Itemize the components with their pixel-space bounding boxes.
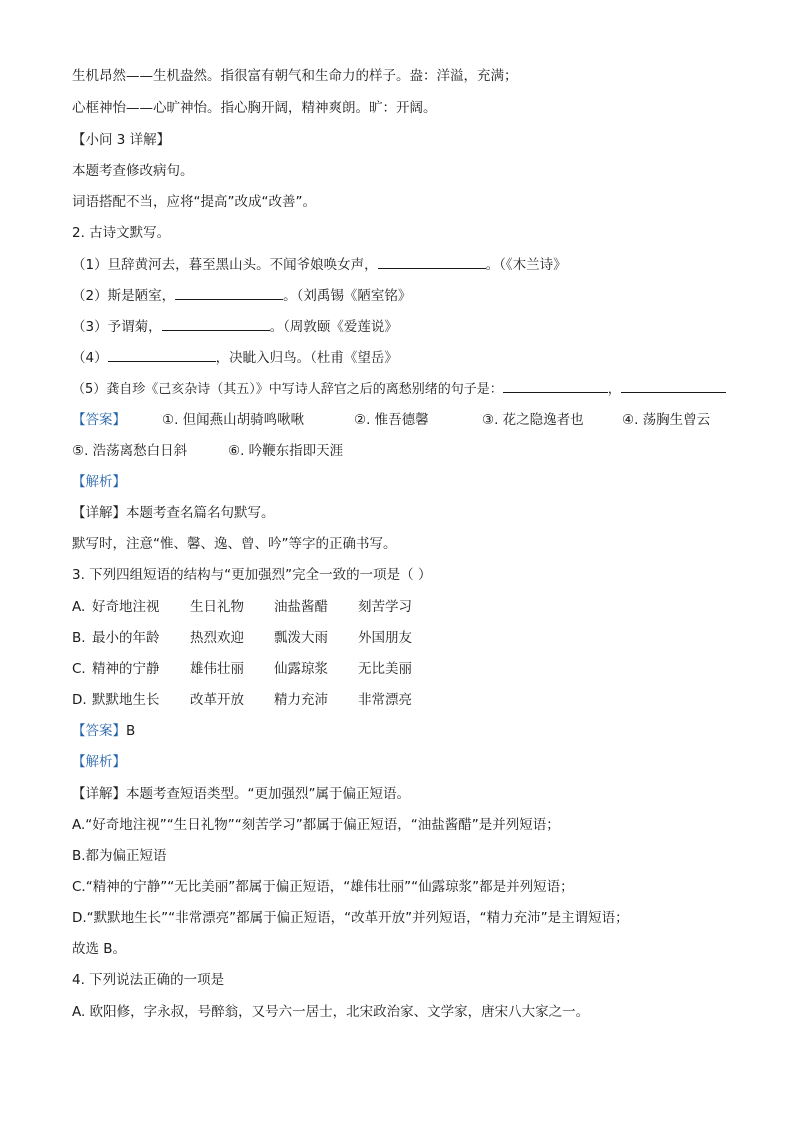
- question-title: 2. 古诗文默写。: [72, 225, 171, 241]
- answer-line: ⑤. 浩荡离愁白日斜 ⑥. 吟鞭东指即天涯: [72, 443, 344, 459]
- answer-blank: [108, 347, 216, 362]
- text-line: A. 欧阳修，字永叔，号醉翁，又号六一居士，北宋政治家、文学家，唐宋八大家之一。: [72, 1004, 590, 1020]
- fill-item: （3）予谓菊， 。（周敦颐《爱莲说》: [72, 316, 398, 337]
- option-row: D. 默默地生长 改革开放 精力充沛 非常漂亮: [72, 692, 412, 708]
- text-line: 生机昂然——生机盎然。指很富有朝气和生命力的样子。盎：洋溢，充满；: [72, 68, 518, 84]
- answer-blank: [175, 285, 283, 300]
- text-line: D.“默默地生长”“非常漂亮”都属于偏正短语，“改革开放”并列短语，“精力充沛”是主谓短语；: [72, 910, 629, 926]
- text-line: A.“好奇地注视”“生日礼物”“刻苦学习”都属于偏正短语，“油盐酱醋”是并列短语；: [72, 817, 560, 833]
- text-line: 心框神怡——心旷神怡。指心胸开阔，精神爽朗。旷：开阔。: [72, 100, 437, 116]
- answer-line: 【答案】B: [72, 723, 136, 739]
- answer-blank: [503, 378, 608, 393]
- answer-line: 【答案】 ①. 但闻燕山胡骑鸣啾啾 ②. 惟吾德馨 ③. 花之隐逸者也 ④. 荡胸生曾云: [72, 412, 711, 428]
- answer-blank: [162, 316, 270, 331]
- text-line: B.都为偏正短语: [72, 848, 167, 864]
- detail-line: 【详解】本题考查名篇名句默写。: [72, 505, 275, 521]
- fill-item: （5）龚自珍《己亥杂诗（其五）》中写诗人辞官之后的离愁别绪的句子是： ，: [72, 378, 726, 400]
- section-tag: 【小问 3 详解】: [72, 132, 171, 148]
- question-title: 3. 下列四组短语的结构与“更加强烈”完全一致的一项是（ ）: [72, 567, 432, 583]
- text-line: 词语搭配不当，应将“提高”改成“改善”。: [72, 194, 316, 210]
- question-title: 4. 下列说法正确的一项是: [72, 972, 225, 988]
- fill-item: （1）旦辞黄河去，暮至黑山头。不闻爷娘唤女声， 。（《木兰诗》: [72, 254, 567, 275]
- fill-item: （2）斯是陋室， 。（刘禹锡《陋室铭》: [72, 285, 411, 306]
- analysis-tag: 【解析】: [72, 474, 126, 490]
- answer-blank: [621, 378, 726, 393]
- text-line: C.“精神的宁静”“无比美丽”都属于偏正短语，“雄伟壮丽”“仙露琼浆”都是并列短语；: [72, 879, 574, 895]
- option-row: C. 精神的宁静 雄伟壮丽 仙露琼浆 无比美丽: [72, 661, 412, 677]
- answer-tag: 【答案】: [72, 412, 126, 428]
- answer-tag: 【答案】: [72, 723, 126, 739]
- option-row: A. 好奇地注视 生日礼物 油盐酱醋 刻苦学习: [72, 599, 412, 615]
- text-line: 本题考查修改病句。: [72, 163, 194, 179]
- fill-item: （4） ，决眦入归鸟。（杜甫《望岳》: [72, 347, 398, 368]
- analysis-tag: 【解析】: [72, 754, 126, 770]
- text-line: 故选 B。: [72, 941, 127, 957]
- detail-line: 【详解】本题考查短语类型。“更加强烈”属于偏正短语。: [72, 786, 410, 802]
- text-line: 默写时，注意“惟、馨、逸、曾、吟”等字的正确书写。: [72, 536, 397, 552]
- option-row: B. 最小的年龄 热烈欢迎 瓢泼大雨 外国朋友: [72, 630, 412, 646]
- answer-blank: [378, 254, 486, 269]
